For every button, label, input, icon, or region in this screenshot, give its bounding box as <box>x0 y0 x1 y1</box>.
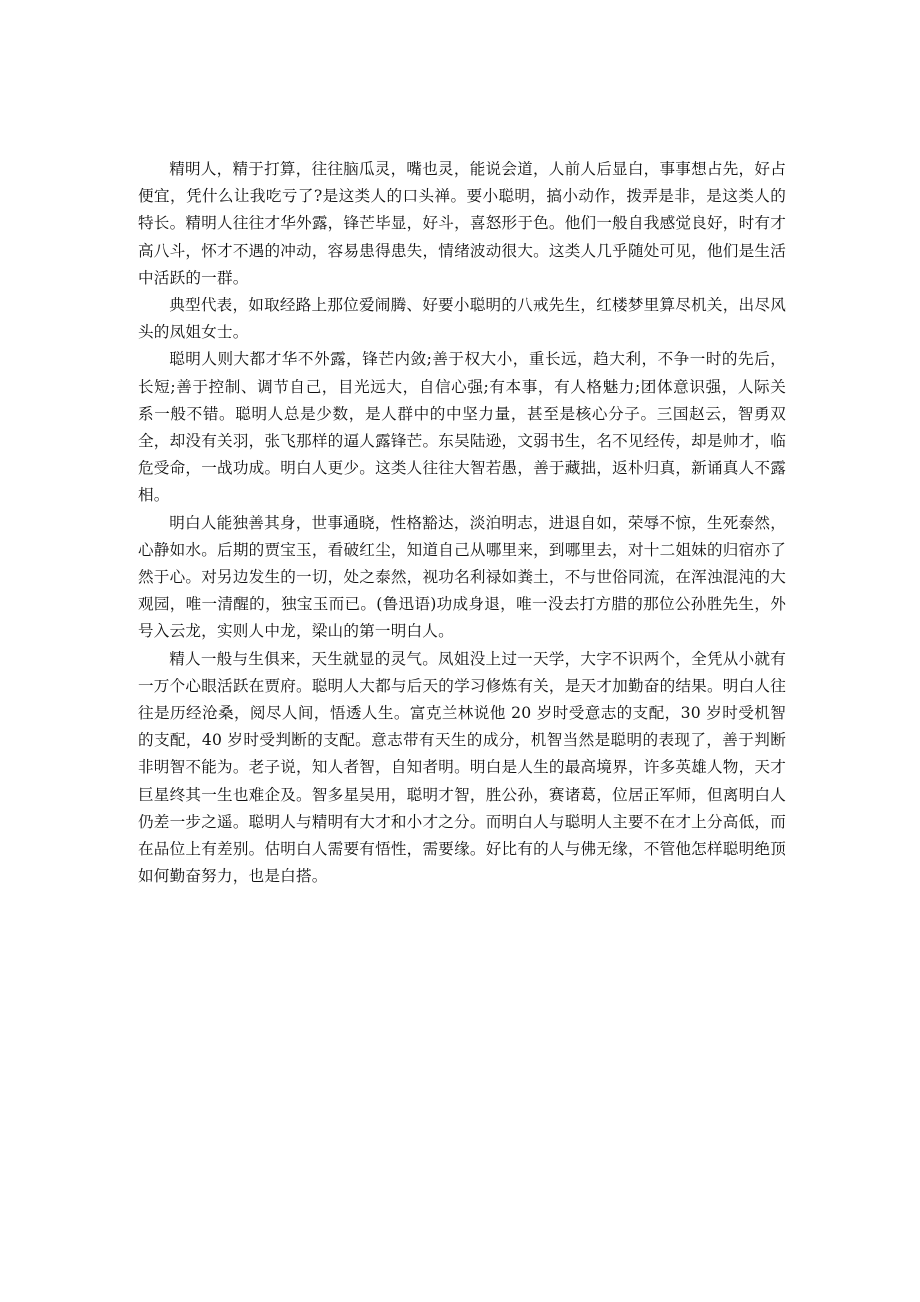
paragraph-2: 典型代表，如取经路上那位爱闹腾、好要小聪明的八戒先生，红楼梦里算尽机关，出尽风头的凤姐女士。 <box>138 296 786 342</box>
paragraph-5: 精人一般与生俱来，天生就显的灵气。凤姐没上过一天学，大字不识两个，全凭从小就有一万个心眼活跃在贾府。聪明人大都与后天的学习修炼有关，是天才加勤奋的结果。明白人往往是历经沧桑，阅尽人间，悟透人生。富克兰林说他 20 岁时受意志的支配，30 岁时受机智的支配，40 岁时受判断的支配。意志带有天生的成分，机智当然是聪明的表现了，善于判断非明智不能为。老子说，知人者智，自知者明。明白是人生的最高境界，许多英雄人物，天才巨星终其一生也难企及。智多星吴用，聪明才智，胜公孙，赛诸葛，位居正军师，但离明白人仍差一步之遥。聪明人与精明有大才和小才之分。而明白人与聪明人主要不在才上分高低，而在品位上有差别。估明白人需要有悟性，需要缘。好比有的人与佛无缘，不管他怎样聪明绝顶如何勤奋努力，也是白搭。 <box>138 649 786 886</box>
paragraph-4: 明白人能独善其身，世事通晓，性格豁达，淡泊明志，进退自如，荣辱不惊，生死泰然，心静如水。后期的贾宝玉，看破红尘，知道自己从哪里来，到哪里去，对十二姐妹的归宿亦了然于心。对另边发生的一切，处之泰然，视功名利禄如粪土，不与世俗同流，在浑浊混沌的大观园，唯一清醒的，独宝玉而已。(鲁迅语)功成身退，唯一没去打方腊的那位公孙胜先生，外号入云龙，实则人中龙，梁山的第一明白人。 <box>138 513 786 641</box>
document-body <box>138 156 786 890</box>
paragraph-1: 精明人，精于打算，往往脑瓜灵，嘴也灵，能说会道，人前人后显白，事事想占先，好占便宜，凭什么让我吃亏了?是这类人的口头禅。要小聪明，搞小动作，拨弄是非，是这类人的特长。精明人往往才华外露，锋芒毕显，好斗，喜怒形于色。他们一般自我感觉良好，时有才高八斗，怀才不遇的冲动，容易患得患失，情绪波动很大。这类人几乎随处可见，他们是生活中活跃的一群。 <box>138 160 786 287</box>
paragraph-3: 聪明人则大都才华不外露，锋芒内敛;善于权大小，重长远，趋大利，不争一时的先后，长短;善于控制、调节自己，目光远大，自信心强;有本事，有人格魅力;团体意识强，人际关系一般不错。聪明人总是少数，是人群中的中坚力量，甚至是核心分子。三国赵云，智勇双全，却没有关羽，张飞那样的逼人露锋芒。东吴陆逊，文弱书生，名不见经传，却是帅才，临危受命，一战功成。明白人更少。这类人往往大智若愚，善于藏拙，返朴归真，新诵真人不露相。 <box>138 350 786 505</box>
